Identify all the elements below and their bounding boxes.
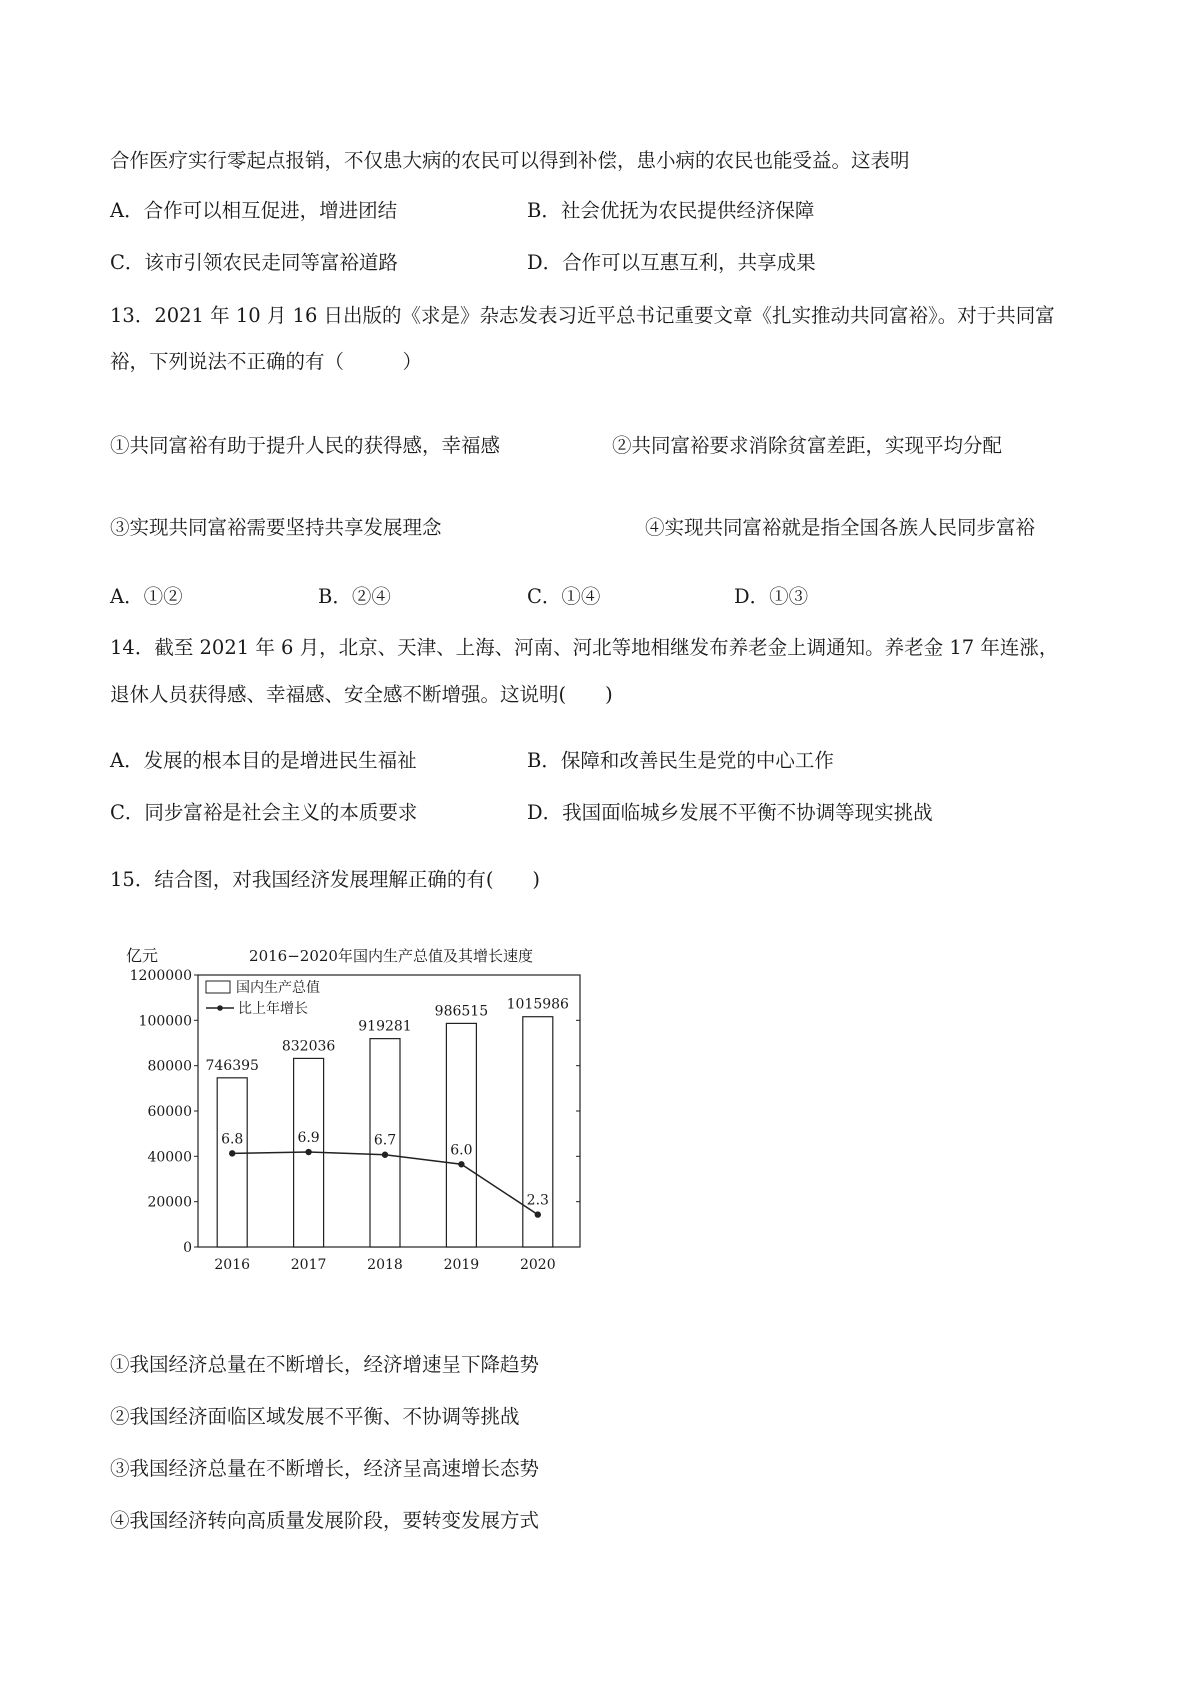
x-tick-label: 2018 bbox=[367, 1257, 403, 1273]
bar-label: 746395 bbox=[205, 1057, 259, 1074]
q13-statement-1: ①共同富裕有助于提升人民的获得感，幸福感 bbox=[110, 434, 501, 457]
x-tick-label: 2016 bbox=[214, 1257, 251, 1273]
growth-label: 6.9 bbox=[297, 1130, 320, 1147]
q13-stem-line1: 13．2021 年 10 月 16 日出版的《求是》杂志发表习近平总书记重要文章《扎实推动共同富裕》。对于共同富 bbox=[110, 304, 1055, 327]
bar-gdp bbox=[446, 1023, 476, 1247]
q14-option-c: C．同步富裕是社会主义的本质要求 bbox=[110, 801, 418, 824]
growth-label: 6.8 bbox=[221, 1131, 244, 1148]
legend-bar-label: 国内生产总值 bbox=[236, 980, 320, 996]
q15-statement-4: ④我国经济转向高质量发展阶段，要转变发展方式 bbox=[110, 1509, 540, 1532]
bar-label: 986515 bbox=[434, 1003, 489, 1020]
bar-label: 832036 bbox=[281, 1038, 336, 1055]
growth-point bbox=[305, 1149, 311, 1155]
q15-statement-3: ③我国经济总量在不断增长，经济呈高速增长态势 bbox=[110, 1457, 540, 1480]
x-tick-label: 2019 bbox=[443, 1257, 480, 1273]
q13-option-c: C．①④ bbox=[527, 585, 601, 608]
growth-point bbox=[458, 1161, 464, 1167]
growth-point bbox=[382, 1152, 388, 1158]
x-tick-label: 2017 bbox=[290, 1257, 327, 1273]
growth-point bbox=[229, 1150, 235, 1156]
growth-label: 6.7 bbox=[373, 1132, 397, 1149]
gdp-chart-svg bbox=[110, 925, 590, 1275]
y-tick-label: 40000 bbox=[147, 1149, 192, 1166]
y-tick-label: 80000 bbox=[147, 1058, 192, 1075]
growth-label: 2.3 bbox=[526, 1192, 549, 1209]
q12-option-b: B．社会优抚为农民提供经济保障 bbox=[527, 199, 815, 222]
y-tick-label: 0 bbox=[183, 1240, 192, 1256]
legend-line-point bbox=[217, 1005, 223, 1011]
y-tick-label: 60000 bbox=[147, 1104, 192, 1120]
q13-option-d: D．①③ bbox=[734, 585, 809, 608]
q13-statement-3: ③实现共同富裕需要坚持共享发展理念 bbox=[110, 516, 442, 539]
q14-stem-line2: 退休人员获得感、幸福感、安全感不断增强。这说明( ) bbox=[110, 683, 613, 706]
q12-option-d: D．合作可以互惠互利，共享成果 bbox=[527, 251, 816, 274]
q13-stem-line2: 裕，下列说法不正确的有（ ） bbox=[110, 350, 423, 373]
chart-title: 2016−2020年国内生产总值及其增长速度 bbox=[249, 947, 533, 965]
bar-gdp bbox=[217, 1078, 247, 1247]
q14-option-a: A．发展的根本目的是增进民生福祉 bbox=[110, 749, 417, 772]
growth-label: 6.0 bbox=[450, 1142, 473, 1159]
q12-option-c: C．该市引领农民走同等富裕道路 bbox=[110, 251, 398, 274]
y-tick-label: 1200000 bbox=[129, 968, 192, 984]
q13-option-b: B．②④ bbox=[318, 585, 391, 608]
q14-option-d: D．我国面临城乡发展不平衡不协调等现实挑战 bbox=[527, 801, 933, 824]
legend-bar-swatch bbox=[206, 981, 230, 993]
q15-statement-1: ①我国经济总量在不断增长，经济增速呈下降趋势 bbox=[110, 1353, 540, 1376]
q14-option-b: B．保障和改善民生是党的中心工作 bbox=[527, 749, 834, 772]
q15-stem: 15．结合图，对我国经济发展理解正确的有( ) bbox=[110, 868, 541, 891]
y-tick-label: 20000 bbox=[147, 1194, 192, 1211]
growth-point bbox=[535, 1211, 541, 1217]
q12-option-a: A．合作可以相互促进，增进团结 bbox=[110, 199, 398, 222]
q13-statement-2: ②共同富裕要求消除贫富差距，实现平均分配 bbox=[612, 434, 1003, 457]
y-axis-label: 亿元 bbox=[126, 946, 159, 965]
y-tick-label: 100000 bbox=[138, 1013, 192, 1030]
legend-line-label: 比上年增长 bbox=[238, 1001, 308, 1017]
gdp-chart bbox=[110, 925, 590, 1275]
q14-stem-line1: 14．截至 2021 年 6 月，北京、天津、上海、河南、河北等地相继发布养老金上调通知。养老金 17 年连涨， bbox=[110, 636, 1059, 659]
bar-label: 919281 bbox=[358, 1018, 412, 1035]
q13-option-a: A．①② bbox=[110, 585, 183, 608]
q15-statement-2: ②我国经济面临区域发展不平衡、不协调等挑战 bbox=[110, 1405, 520, 1428]
q12-continuation: 合作医疗实行零起点报销，不仅患大病的农民可以得到补偿，患小病的农民也能受益。这表明 bbox=[110, 149, 910, 172]
q13-statement-4: ④实现共同富裕就是指全国各族人民同步富裕 bbox=[645, 516, 1036, 539]
bar-label: 1015986 bbox=[506, 996, 569, 1013]
x-tick-label: 2020 bbox=[519, 1257, 556, 1273]
